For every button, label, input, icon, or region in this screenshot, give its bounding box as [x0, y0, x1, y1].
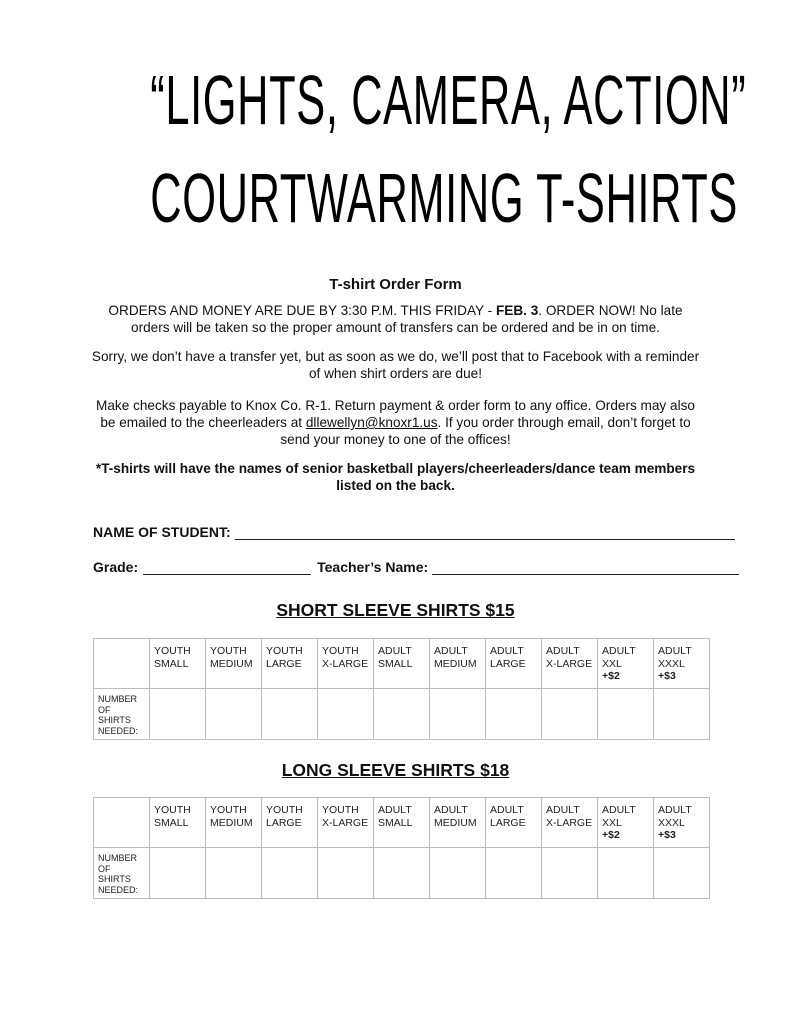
size-name: XXXL [658, 816, 685, 829]
size-group: YOUTH [322, 645, 359, 657]
quantity-cell[interactable] [150, 848, 206, 899]
size-header [542, 639, 598, 689]
title-line-1: “LIGHTS, CAMERA, ACTION” [150, 61, 747, 139]
size-group: ADULT [434, 645, 468, 657]
quantity-cell[interactable] [598, 848, 654, 899]
form-title: T-shirt Order Form [329, 276, 462, 293]
size-label [486, 639, 541, 670]
size-header [430, 798, 486, 848]
quantity-cell[interactable] [374, 689, 430, 740]
size-name: MEDIUM [434, 657, 477, 670]
size-name: XXL [602, 657, 622, 670]
size-header [374, 798, 430, 848]
size-label [318, 798, 373, 829]
size-label [430, 639, 485, 670]
para1-text-a: ORDERS AND MONEY ARE DUE BY 3:30 P.M. THIS FRIDAY - [108, 303, 496, 318]
size-header [654, 639, 710, 689]
title-line-2: COURTWARMING T-SHIRTS [150, 159, 738, 237]
size-name: XXXL [658, 657, 685, 670]
quantity-cell[interactable] [206, 848, 262, 899]
size-group: YOUTH [266, 804, 303, 816]
size-surcharge: +$3 [658, 670, 676, 682]
size-name: LARGE [266, 657, 302, 670]
size-header [318, 798, 374, 848]
size-group: ADULT [658, 645, 692, 657]
quantity-cell[interactable] [318, 689, 374, 740]
size-label [262, 639, 317, 670]
size-header [150, 639, 206, 689]
size-group: ADULT [658, 804, 692, 816]
size-name: X-LARGE [322, 657, 369, 670]
size-name: LARGE [490, 657, 526, 670]
size-surcharge: +$2 [602, 829, 620, 841]
size-label [150, 639, 205, 670]
size-group: ADULT [378, 645, 412, 657]
size-group: ADULT [546, 804, 580, 816]
size-label [542, 639, 597, 670]
short-sleeve-table [93, 638, 710, 740]
quantity-cell[interactable] [486, 848, 542, 899]
corner-cell [94, 639, 150, 689]
para3-text-a: Make checks payable to Knox Co. R-1. Return payment & order form to any office. Orders may also be emailed to the cheerleaders at [96, 398, 695, 430]
size-name: XXL [602, 816, 622, 829]
size-label [542, 798, 597, 829]
quantity-cell[interactable] [598, 689, 654, 740]
para1-text-b: . ORDER NOW! No late orders will be taken so the proper amount of transfers can be ordered and be in on time. [131, 303, 683, 335]
size-name: LARGE [490, 816, 526, 829]
grade-blank[interactable] [143, 559, 311, 575]
size-header [262, 798, 318, 848]
row-label: NUMBER OF SHIRTS NEEDED: [94, 689, 150, 740]
size-name: SMALL [154, 657, 189, 670]
size-group: YOUTH [210, 645, 247, 657]
quantity-cell[interactable] [206, 689, 262, 740]
size-header [262, 639, 318, 689]
quantity-cell[interactable] [542, 848, 598, 899]
quantity-row [94, 848, 710, 899]
size-group: YOUTH [322, 804, 359, 816]
size-label [654, 798, 709, 842]
size-name: MEDIUM [210, 657, 253, 670]
student-name-field [93, 524, 735, 540]
para3-text-b: . If you order through email, don’t forget to send your money to one of the offices! [280, 415, 691, 447]
quantity-cell[interactable] [542, 689, 598, 740]
quantity-cell[interactable] [430, 689, 486, 740]
quantity-cell[interactable] [654, 848, 710, 899]
size-header [150, 798, 206, 848]
student-name-blank[interactable] [235, 524, 735, 540]
size-header-row [94, 639, 710, 689]
names-note: *T-shirts will have the names of senior basketball players/cheerleaders/dance team members listed on the back. [95, 461, 696, 493]
size-header [542, 798, 598, 848]
size-label [150, 798, 205, 829]
size-header [486, 639, 542, 689]
size-group: YOUTH [154, 645, 191, 657]
size-header [318, 639, 374, 689]
student-name-label: NAME OF STUDENT: [93, 524, 231, 540]
corner-cell [94, 798, 150, 848]
size-label [598, 798, 653, 842]
grade-label: Grade: [93, 559, 139, 575]
row-label: NUMBER OF SHIRTS NEEDED: [94, 848, 150, 899]
size-name: LARGE [266, 816, 302, 829]
short-sleeve-title: SHORT SLEEVE SHIRTS $15 [276, 600, 515, 620]
size-label [486, 798, 541, 829]
size-label [206, 798, 261, 829]
size-label [374, 639, 429, 670]
size-header [486, 798, 542, 848]
size-label [598, 639, 653, 683]
size-name: MEDIUM [210, 816, 253, 829]
size-group: ADULT [546, 645, 580, 657]
size-header [430, 639, 486, 689]
quantity-cell[interactable] [654, 689, 710, 740]
quantity-cell[interactable] [318, 848, 374, 899]
size-group: ADULT [434, 804, 468, 816]
size-name: SMALL [378, 816, 413, 829]
size-name: MEDIUM [434, 816, 477, 829]
size-label [206, 639, 261, 670]
size-header-row [94, 798, 710, 848]
size-name: X-LARGE [322, 816, 369, 829]
email-link[interactable]: dllewellyn@knoxr1.us [305, 415, 438, 430]
size-header [598, 639, 654, 689]
size-group: ADULT [602, 645, 636, 657]
size-group: ADULT [490, 645, 524, 657]
payment-paragraph [88, 397, 703, 448]
size-surcharge: +$2 [602, 670, 620, 682]
quantity-cell[interactable] [262, 689, 318, 740]
quantity-cell[interactable] [150, 689, 206, 740]
size-label [430, 798, 485, 829]
teacher-label: Teacher’s Name: [317, 559, 429, 575]
transfer-paragraph: Sorry, we don’t have a transfer yet, but as soon as we do, we’ll post that to Facebook with a reminder of when shirt orders are due! [91, 349, 700, 381]
due-date: FEB. 3 [495, 303, 539, 318]
size-header [654, 798, 710, 848]
size-group: ADULT [602, 804, 636, 816]
size-surcharge: +$3 [658, 829, 676, 841]
size-header [374, 639, 430, 689]
size-label [654, 639, 709, 683]
size-header [206, 639, 262, 689]
size-header [206, 798, 262, 848]
quantity-cell[interactable] [486, 689, 542, 740]
size-group: YOUTH [266, 645, 303, 657]
grade-teacher-field [93, 559, 739, 575]
size-group: YOUTH [210, 804, 247, 816]
size-label [318, 639, 373, 670]
size-label [262, 798, 317, 829]
size-label [374, 798, 429, 829]
size-header [598, 798, 654, 848]
quantity-cell[interactable] [262, 848, 318, 899]
quantity-row [94, 689, 710, 740]
size-group: YOUTH [154, 804, 191, 816]
quantity-cell[interactable] [374, 848, 430, 899]
due-date-paragraph [88, 302, 703, 336]
size-name: SMALL [154, 816, 189, 829]
size-group: ADULT [378, 804, 412, 816]
size-name: SMALL [378, 657, 413, 670]
size-name: X-LARGE [546, 816, 593, 829]
quantity-cell[interactable] [430, 848, 486, 899]
size-group: ADULT [490, 804, 524, 816]
teacher-blank[interactable] [432, 559, 739, 575]
long-sleeve-title: LONG SLEEVE SHIRTS $18 [281, 760, 510, 780]
long-sleeve-table [93, 797, 710, 899]
size-name: X-LARGE [546, 657, 593, 670]
